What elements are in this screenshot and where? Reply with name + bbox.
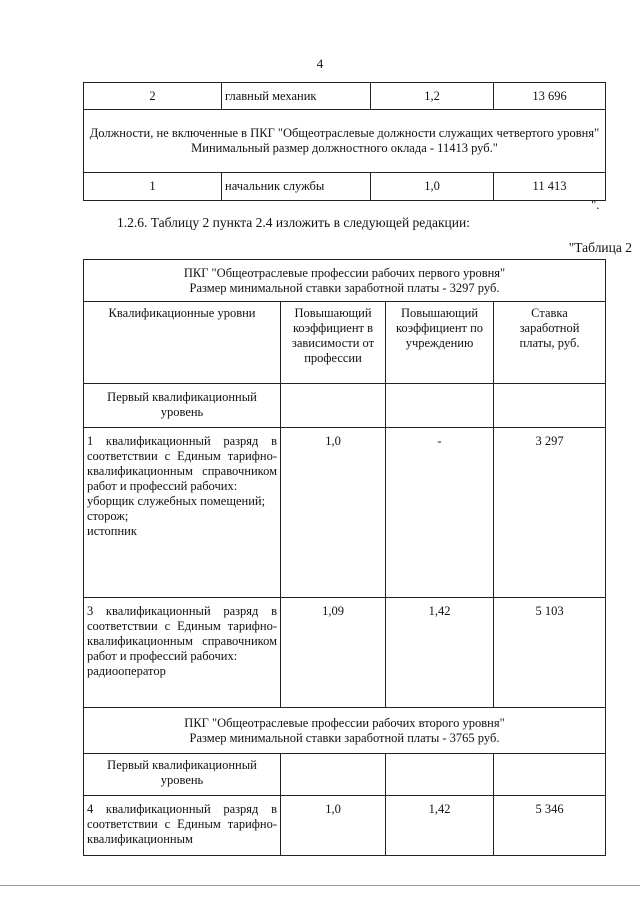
group-header-cell	[84, 260, 606, 302]
rate: 5 346	[494, 796, 606, 856]
coef-institution: 1,42	[386, 598, 494, 708]
column-header: Квалификационные уровни	[84, 302, 281, 384]
coef-profession: 1,0	[281, 796, 386, 856]
table-cell	[386, 384, 494, 428]
table-cell: 1,0	[371, 173, 494, 201]
level-row	[84, 384, 606, 428]
amendment-paragraph: 1.2.6. Таблицу 2 пункта 2.4 изложить в следующей редакции:	[117, 215, 470, 230]
table-cell	[494, 384, 606, 428]
group-header-cell	[84, 110, 606, 173]
group-min-salary: Минимальный размер должностного оклада - 11413 руб."	[191, 141, 498, 155]
table-cell	[281, 754, 386, 796]
table-cell	[386, 754, 494, 796]
level-cell: Первый квалификационный уровень	[84, 384, 281, 428]
table-row	[84, 598, 606, 708]
table-row	[84, 796, 606, 856]
profession-item: радиооператор	[87, 664, 166, 678]
qualification-cell	[84, 598, 281, 708]
table-cell: начальник службы	[222, 173, 371, 201]
profession-item: сторож;	[87, 509, 129, 523]
closing-quote: ".	[591, 197, 600, 212]
table-cell: главный механик	[222, 83, 371, 110]
table-row	[84, 173, 606, 201]
group-header-row	[84, 708, 606, 754]
level-row	[84, 754, 606, 796]
table-cell: 2	[84, 83, 222, 110]
rates-table	[83, 259, 606, 856]
table-label: "Таблица 2	[568, 240, 632, 255]
qualification-desc: 4 квалификационный разряд в соответствии с Единым тарифно-квалификационным	[87, 802, 277, 846]
page-bottom-rule	[0, 885, 640, 886]
profession-item: уборщик служебных помещений;	[87, 494, 266, 508]
qualification-cell	[84, 796, 281, 856]
table-cell: 1	[84, 173, 222, 201]
qualification-desc: 3 квалификационный разряд в соответствии с Единым тарифно-квалификационным справочником работ и профессий рабочих:	[87, 604, 277, 663]
table-row	[84, 83, 606, 110]
page-number: 4	[316, 56, 324, 71]
coef-institution: 1,42	[386, 796, 494, 856]
profession-item: истопник	[87, 524, 137, 538]
group-header-cell	[84, 708, 606, 754]
group-title: Должности, не включенные в ПКГ "Общеотраслевые должности служащих четвертого уровня"	[89, 126, 600, 140]
table-cell	[281, 384, 386, 428]
level-cell: Первый квалификационный уровень	[84, 754, 281, 796]
qualification-desc: 1 квалификационный разряд в соответствии с Единым тарифно-квалификационным справочником работ и профессий рабочих:	[87, 434, 277, 493]
table-row	[84, 428, 606, 598]
group-header-row	[84, 260, 606, 302]
table-cell: 13 696	[494, 83, 606, 110]
coef-profession: 1,09	[281, 598, 386, 708]
group-header-row	[84, 110, 606, 173]
group-min-rate: Размер минимальной ставки заработной платы - 3297 руб.	[189, 280, 500, 295]
rate: 5 103	[494, 598, 606, 708]
rate: 3 297	[494, 428, 606, 598]
coef-profession: 1,0	[281, 428, 386, 598]
table-cell: 11 413	[494, 173, 606, 201]
table-cell: 1,2	[371, 83, 494, 110]
qualification-cell	[84, 428, 281, 598]
group-title: ПКГ "Общеотраслевые профессии рабочих второго уровня"	[184, 715, 505, 730]
column-header: Ставка заработной платы, руб.	[494, 302, 606, 384]
column-header: Повышающий коэффициент в зависимости от профессии	[281, 302, 386, 384]
group-title: ПКГ "Общеотраслевые профессии рабочих первого уровня"	[183, 265, 506, 280]
coef-institution: -	[386, 428, 494, 598]
table-cell	[494, 754, 606, 796]
group-min-rate: Размер минимальной ставки заработной платы - 3765 руб.	[189, 730, 500, 745]
column-header-row	[84, 302, 606, 384]
column-header: Повышающий коэффициент по учреждению	[386, 302, 494, 384]
positions-table	[83, 82, 606, 201]
